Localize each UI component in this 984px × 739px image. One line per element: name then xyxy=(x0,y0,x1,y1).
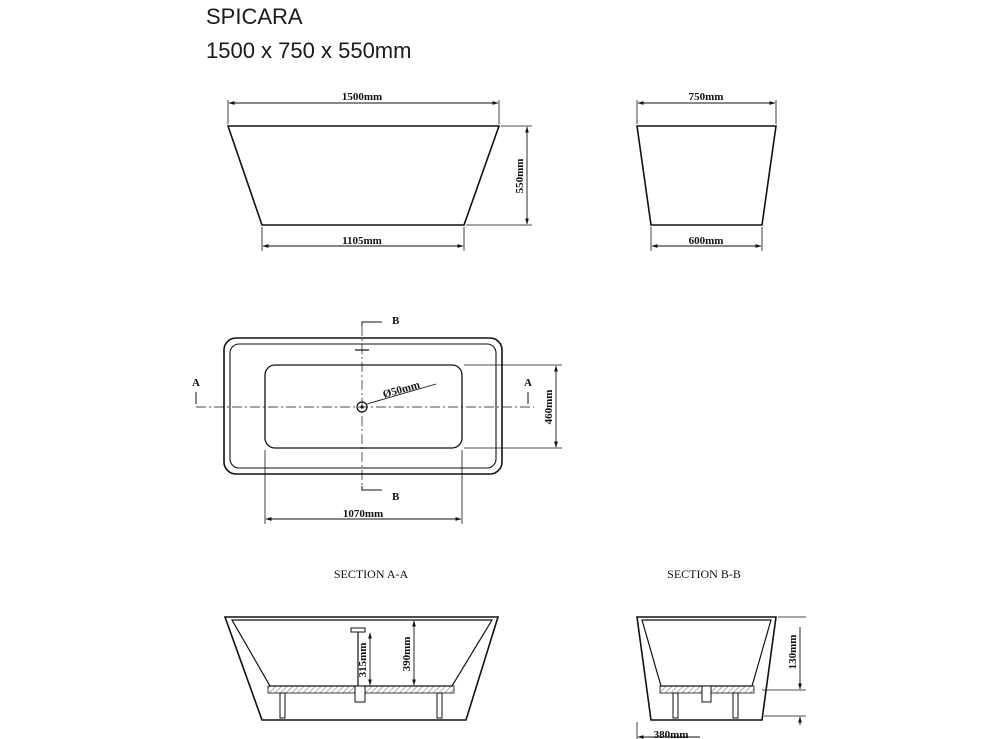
section-marker-a-left: A xyxy=(192,377,200,389)
basin-width-label: 460mm xyxy=(543,389,555,425)
section-bb xyxy=(637,567,806,739)
section-marker-b-top: B xyxy=(392,315,400,327)
base-width-label: 380mm xyxy=(653,729,689,739)
front-bottom-width-label: 1105mm xyxy=(342,235,382,247)
model-name: SPICARA xyxy=(206,4,303,29)
base-height-label: 130mm xyxy=(787,634,799,670)
basin-length-label: 1070mm xyxy=(342,508,384,520)
foot-left xyxy=(280,693,285,718)
front-view xyxy=(228,91,532,251)
depth-inner-label: 315mm xyxy=(357,642,369,678)
section-bb-inner xyxy=(642,620,771,686)
section-aa-title: SECTION A-A xyxy=(333,567,409,581)
drain-pipe xyxy=(355,686,365,702)
plan-view xyxy=(192,315,562,524)
front-height-label: 550mm xyxy=(514,158,526,194)
depth-total-label: 390mm xyxy=(401,636,413,672)
section-marker-b-bottom: B xyxy=(392,491,400,503)
foot-right xyxy=(437,693,442,718)
drain-diameter-label: Ø50mm xyxy=(381,378,422,401)
side-bottom-width-label: 600mm xyxy=(688,235,724,247)
drain-pipe-bb xyxy=(702,686,711,702)
front-top-width-label: 1500mm xyxy=(341,91,383,103)
section-bb-outer xyxy=(637,617,776,720)
foot-right-bb xyxy=(733,693,738,718)
side-view xyxy=(637,91,776,251)
foot-left-bb xyxy=(673,693,678,718)
side-top-width-label: 750mm xyxy=(688,91,724,103)
section-marker-a-right: A xyxy=(524,377,532,389)
model-dimensions: 1500 x 750 x 550mm xyxy=(206,38,412,63)
side-view-outline xyxy=(637,126,776,225)
section-aa xyxy=(225,567,498,720)
section-bb-title: SECTION B-B xyxy=(667,567,741,581)
front-view-outline xyxy=(228,126,499,225)
